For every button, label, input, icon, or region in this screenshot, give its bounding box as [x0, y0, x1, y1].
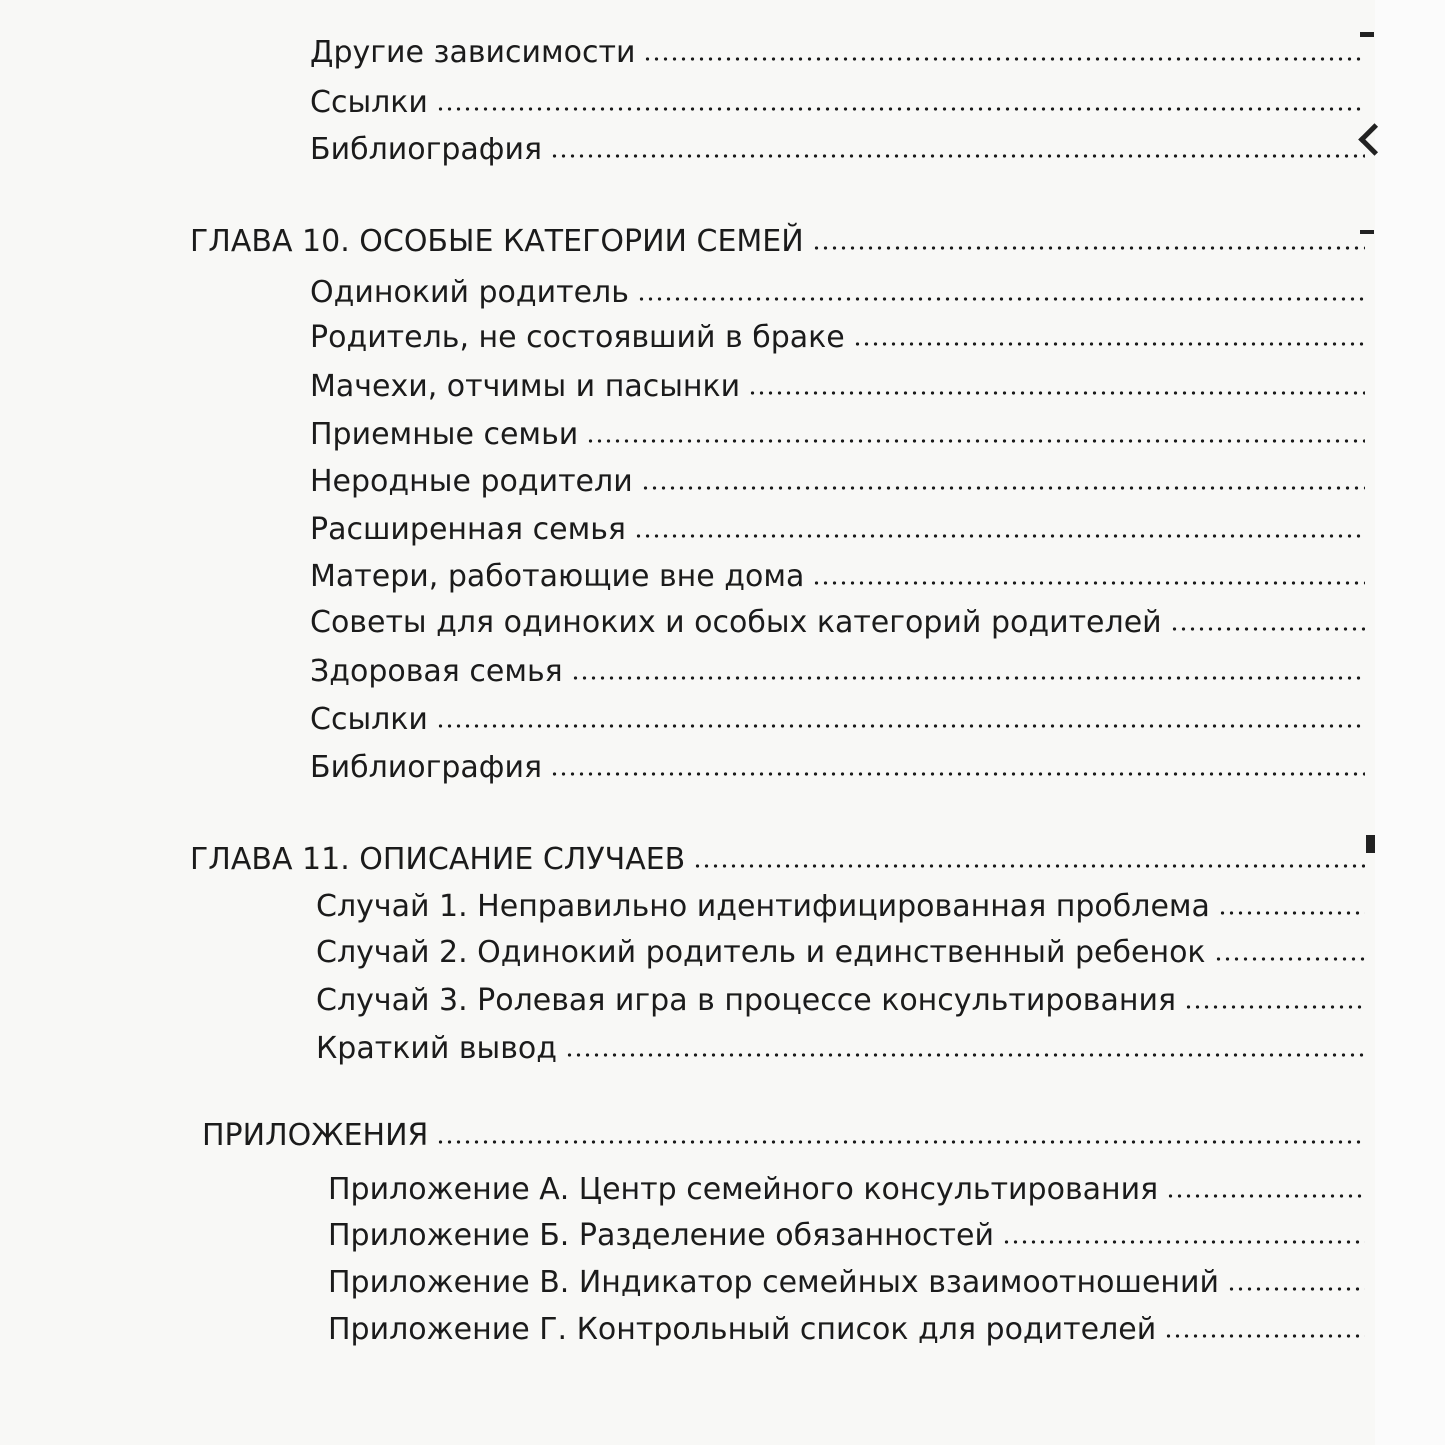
toc-entry-title: Одинокий родитель — [310, 275, 629, 310]
dot-leader — [853, 341, 1365, 347]
toc-entry — [316, 1029, 1365, 1069]
toc-entry — [328, 1263, 1365, 1303]
toc-entry-title: Библиография — [310, 132, 542, 167]
toc-entry-title: Матери, работающие вне дома — [310, 559, 805, 594]
dot-leader — [643, 56, 1365, 62]
toc-entry-title: Случай 1. Неправильно идентифицированная проблема — [316, 889, 1210, 924]
dot-leader — [550, 771, 1365, 777]
toc-chapter-heading — [190, 222, 1365, 262]
toc-entry — [328, 1310, 1365, 1350]
chapter-title: ПРИЛОЖЕНИЯ — [202, 1118, 429, 1153]
dot-leader — [436, 1139, 1365, 1145]
dot-leader — [812, 245, 1365, 251]
dot-leader — [1184, 1004, 1365, 1010]
toc-chapter-heading — [190, 840, 1365, 880]
dot-leader — [1002, 1239, 1365, 1245]
edge-tick-mark — [1366, 835, 1375, 853]
dot-leader — [565, 1052, 1365, 1058]
toc-entry — [310, 33, 1365, 73]
toc-entry — [316, 887, 1365, 927]
toc-entry — [316, 981, 1365, 1021]
toc-entry-title: Краткий вывод — [316, 1031, 557, 1066]
edge-tick-mark — [1360, 32, 1374, 37]
toc-entry-title: Неродные родители — [310, 464, 633, 499]
toc-entry — [310, 415, 1365, 455]
toc-chapter-heading — [202, 1116, 1365, 1156]
dot-leader — [1227, 1286, 1365, 1292]
toc-entry — [310, 603, 1365, 643]
toc-entry-title: Советы для одиноких и особых категорий родителей — [310, 605, 1162, 640]
toc-entry — [310, 700, 1365, 740]
toc-entry-title: Приложение Г. Контрольный список для родителей — [328, 1312, 1157, 1347]
toc-entry-title: Приложение Б. Разделение обязанностей — [328, 1218, 994, 1253]
dot-leader — [1214, 956, 1365, 962]
toc-entry — [328, 1216, 1365, 1256]
toc-entry-title: Ссылки — [310, 85, 428, 120]
dot-leader — [436, 723, 1365, 729]
dot-leader — [1166, 1193, 1365, 1199]
toc-entry — [310, 318, 1365, 358]
dot-leader — [693, 863, 1365, 869]
dot-leader — [1164, 1333, 1365, 1339]
dot-leader — [550, 153, 1365, 159]
dot-leader — [637, 296, 1365, 302]
toc-entry — [310, 557, 1365, 597]
toc-entry-title: Мачехи, отчимы и пасынки — [310, 369, 741, 404]
toc-entry — [310, 130, 1365, 170]
toc-entry-title: Приложение А. Центр семейного консультирования — [328, 1172, 1159, 1207]
dot-leader — [641, 485, 1365, 491]
toc-entry-title: Расширенная семья — [310, 512, 626, 547]
toc-entry-title: Родитель, не состоявший в браке — [310, 320, 845, 355]
edge-tick-mark — [1360, 230, 1374, 234]
dot-leader — [436, 106, 1365, 112]
dot-leader — [1170, 626, 1365, 632]
toc-entry — [310, 748, 1365, 788]
toc-entry — [310, 83, 1365, 123]
toc-entry-title: Здоровая семья — [310, 654, 563, 689]
toc-entry — [310, 510, 1365, 550]
toc-entry-title: Случай 3. Ролевая игра в процессе консультирования — [316, 983, 1176, 1018]
toc-entry — [316, 933, 1365, 973]
toc-entry-title: Случай 2. Одинокий родитель и единственный ребенок — [316, 935, 1206, 970]
dot-leader — [1218, 910, 1365, 916]
page-edge — [1375, 0, 1445, 1445]
chapter-title: ГЛАВА 11. ОПИСАНИЕ СЛУЧАЕВ — [190, 842, 686, 877]
dot-leader — [812, 580, 1365, 586]
toc-entry-title: Другие зависимости — [310, 35, 636, 70]
toc-entry-title: Библиография — [310, 750, 542, 785]
toc-entry-title: Приложение В. Индикатор семейных взаимоотношений — [328, 1265, 1220, 1300]
dot-leader — [748, 390, 1365, 396]
toc-entry — [310, 652, 1365, 692]
dot-leader — [571, 675, 1365, 681]
dot-leader — [634, 533, 1365, 539]
toc-entry — [328, 1170, 1365, 1210]
toc-entry — [310, 462, 1365, 502]
dot-leader — [586, 438, 1365, 444]
chapter-title: ГЛАВА 10. ОСОБЫЕ КАТЕГОРИИ СЕМЕЙ — [190, 224, 804, 259]
toc-entry — [310, 367, 1365, 407]
toc-entry-title: Приемные семьи — [310, 417, 579, 452]
toc-entry — [310, 273, 1365, 313]
toc-entry-title: Ссылки — [310, 702, 428, 737]
